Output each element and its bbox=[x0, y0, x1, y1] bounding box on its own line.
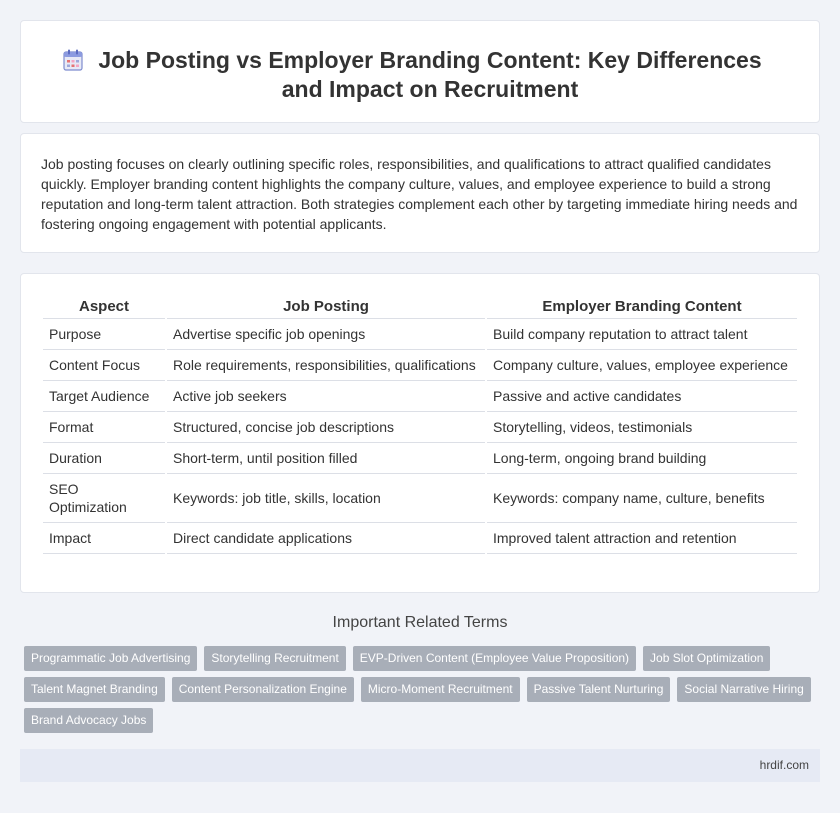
table-cell: Advertise specific job openings bbox=[167, 319, 485, 350]
related-term-tag[interactable]: Storytelling Recruitment bbox=[204, 646, 345, 671]
table-cell: Content Focus bbox=[43, 350, 165, 381]
table-cell: Build company reputation to attract talent bbox=[487, 319, 797, 350]
table-cell: Structured, concise job descriptions bbox=[167, 412, 485, 443]
table-cell: Role requirements, responsibilities, qualifications bbox=[167, 350, 485, 381]
table-cell: Improved talent attraction and retention bbox=[487, 523, 797, 554]
intro-card bbox=[20, 133, 820, 253]
table-cell: SEO Optimization bbox=[43, 474, 165, 523]
table-row bbox=[43, 350, 797, 381]
intro-paragraph: Job posting focuses on clearly outlining specific roles, responsibilities, and qualifications to attract qualified candidates quickly. Employer branding content highlights the company culture, values, and employee experience to build a strong reputation and long-term talent attraction. Both strategies complement each other by targeting immediate hiring needs and fostering ongoing engagement with potential applicants. bbox=[41, 156, 798, 232]
table-cell: Keywords: job title, skills, location bbox=[167, 474, 485, 523]
footer bbox=[20, 749, 820, 782]
related-term-tag[interactable]: Talent Magnet Branding bbox=[24, 677, 165, 702]
page-title: Job Posting vs Employer Branding Content: Key Differences and Impact on Recruitment bbox=[98, 47, 762, 102]
table-cell: Short-term, until position filled bbox=[167, 443, 485, 474]
table-cell: Active job seekers bbox=[167, 381, 485, 412]
table-row bbox=[43, 474, 797, 523]
table-row bbox=[43, 443, 797, 474]
related-term-tag[interactable]: Micro-Moment Recruitment bbox=[361, 677, 520, 702]
table-header-row bbox=[43, 294, 797, 319]
table-cell: Impact bbox=[43, 523, 165, 554]
table-cell: Direct candidate applications bbox=[167, 523, 485, 554]
table-row bbox=[43, 523, 797, 554]
table-cell: Long-term, ongoing brand building bbox=[487, 443, 797, 474]
related-term-tag[interactable]: EVP-Driven Content (Employee Value Proposition) bbox=[353, 646, 636, 671]
comparison-table bbox=[41, 294, 799, 554]
table-row bbox=[43, 381, 797, 412]
related-term-tag[interactable]: Brand Advocacy Jobs bbox=[24, 708, 153, 733]
title-card bbox=[20, 20, 820, 123]
related-term-tag[interactable]: Content Personalization Engine bbox=[172, 677, 354, 702]
table-cell: Storytelling, videos, testimonials bbox=[487, 412, 797, 443]
table-cell: Format bbox=[43, 412, 165, 443]
footer-site-link[interactable]: hrdif.com bbox=[759, 758, 809, 772]
header-job-posting: Job Posting bbox=[167, 294, 485, 319]
table-cell: Passive and active candidates bbox=[487, 381, 797, 412]
table-cell: Purpose bbox=[43, 319, 165, 350]
related-terms-list bbox=[24, 646, 824, 733]
related-terms-title: Important Related Terms bbox=[332, 614, 508, 631]
comparison-table-card bbox=[20, 273, 820, 593]
table-cell: Company culture, values, employee experience bbox=[487, 350, 797, 381]
table-cell: Keywords: company name, culture, benefits bbox=[487, 474, 797, 523]
header-aspect: Aspect bbox=[43, 294, 165, 319]
header-employer-branding: Employer Branding Content bbox=[487, 294, 797, 319]
related-term-tag[interactable]: Passive Talent Nurturing bbox=[527, 677, 671, 702]
related-term-tag[interactable]: Programmatic Job Advertising bbox=[24, 646, 197, 671]
related-term-tag[interactable]: Job Slot Optimization bbox=[643, 646, 770, 671]
table-cell: Duration bbox=[43, 443, 165, 474]
table-row bbox=[43, 412, 797, 443]
table-row bbox=[43, 319, 797, 350]
related-term-tag[interactable]: Social Narrative Hiring bbox=[677, 677, 810, 702]
table-cell: Target Audience bbox=[43, 381, 165, 412]
